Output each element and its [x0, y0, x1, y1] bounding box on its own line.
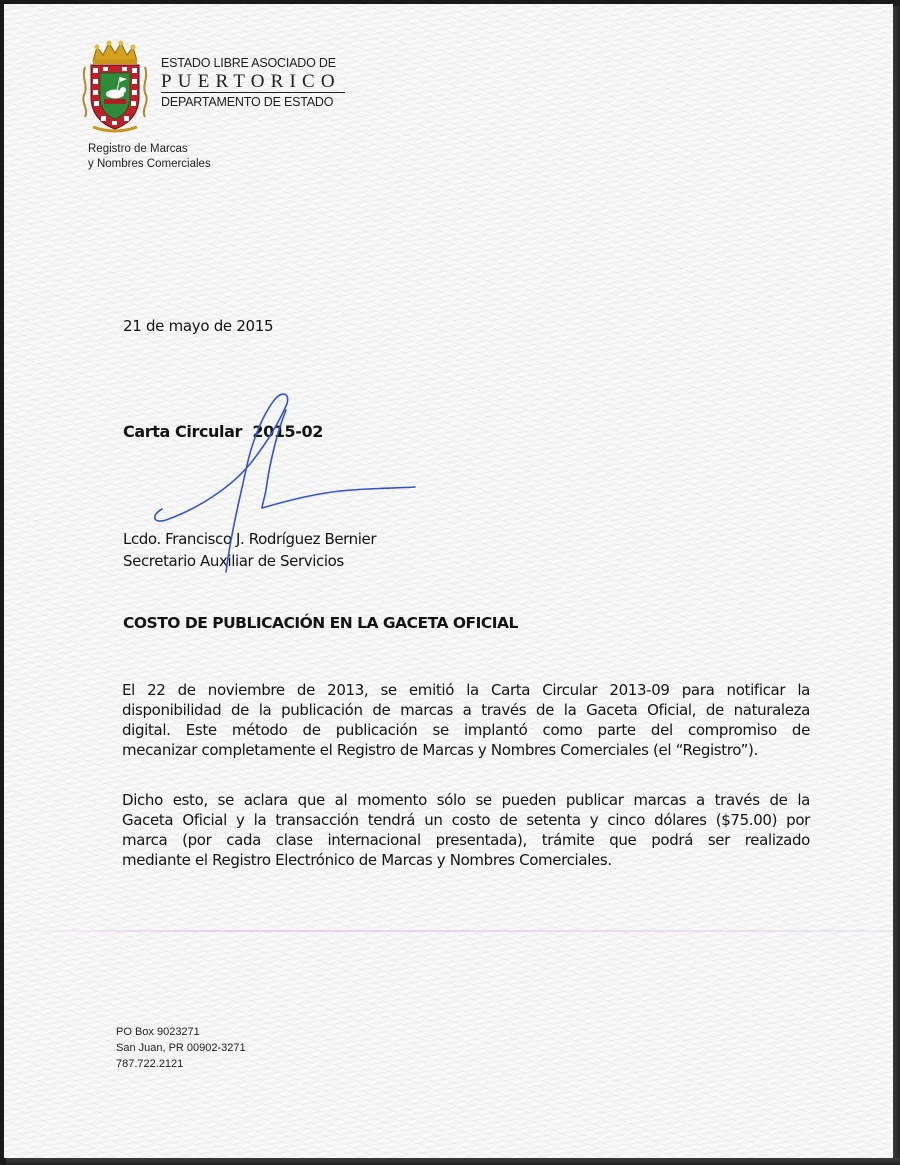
office-line-1: Registro de Marcas	[88, 143, 188, 155]
agency-header	[161, 56, 345, 110]
footer-address	[116, 1024, 246, 1072]
footer-city: San Juan, PR 00902-3271	[116, 1042, 246, 1054]
paragraph-line: marca (por cada clase internacional presentada), trámite que podrá ser realizado	[122, 831, 810, 849]
page-shadow-right	[893, 6, 900, 1165]
paragraph-line: Dicho esto, se aclara que al momento sólo se pueden publicar marcas a través de la	[122, 791, 810, 809]
footer-po-box: PO Box 9023271	[116, 1026, 200, 1038]
coat-of-arms-seal-icon	[79, 39, 151, 135]
paragraph-line: mediante el Registro Electrónico de Marcas y Nombres Comerciales.	[122, 851, 612, 869]
page-shadow-bottom	[6, 1158, 900, 1165]
agency-line-2: PUERTORICO	[161, 72, 345, 93]
paragraph-line: mecanizar completamente el Registro de Marcas y Nombres Comerciales (el “Registro”).	[122, 741, 758, 759]
body-paragraph-2	[122, 790, 810, 870]
paragraph-line: Gaceta Oficial y la transacción tendrá un costo de setenta y cinco dólares ($75.00) por	[122, 811, 810, 829]
document-page	[4, 4, 893, 1158]
circular-number: Carta Circular 2015-02	[123, 422, 323, 441]
signer-title: Secretario Auxiliar de Servicios	[123, 552, 344, 570]
body-paragraph-1	[122, 680, 810, 760]
letter-date: 21 de mayo de 2015	[123, 317, 274, 335]
signer-block	[123, 528, 376, 572]
footer-phone: 787.722.2121	[116, 1058, 184, 1070]
agency-line-3: DEPARTAMENTO DE ESTADO	[161, 95, 334, 109]
agency-line-1: ESTADO LIBRE ASOCIADO DE	[161, 56, 336, 70]
handwritten-signature-icon	[4, 4, 893, 1158]
paragraph-line: digital. Este método de publicación se implantó como parte del compromiso de	[122, 721, 810, 739]
faint-divider-line	[4, 930, 893, 932]
signer-name: Lcdo. Francisco J. Rodríguez Bernier	[123, 530, 377, 548]
subject-heading: COSTO DE PUBLICACIÓN EN LA GACETA OFICIAL	[123, 614, 518, 632]
office-name	[88, 142, 211, 172]
paragraph-line: disponibilidad de la publicación de marcas a través de la Gaceta Oficial, de naturaleza	[122, 701, 810, 719]
office-line-2: y Nombres Comerciales	[88, 158, 211, 170]
paragraph-line: El 22 de noviembre de 2013, se emitió la Carta Circular 2013-09 para notificar la	[122, 681, 810, 699]
